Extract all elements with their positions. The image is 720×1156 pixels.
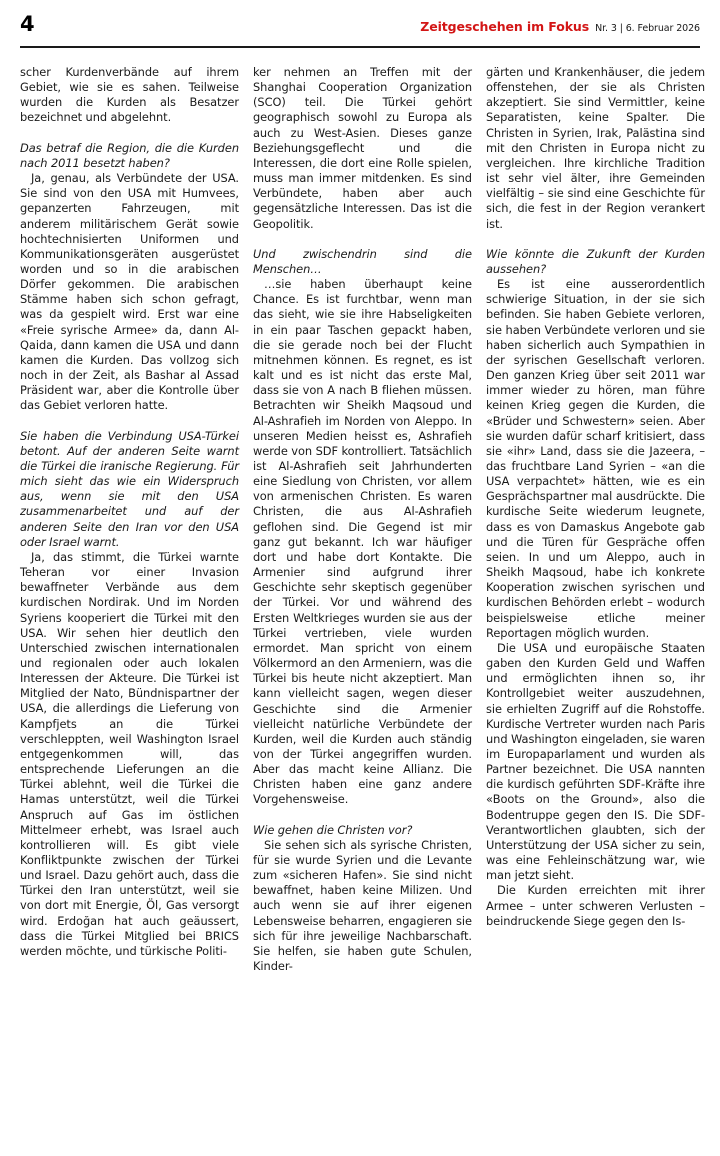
interview-question: Wie könnte die Zukunft der Kurden aussehen? [486, 246, 705, 276]
article-body [20, 65, 705, 1135]
paragraph-continued: ker nehmen an Treffen mit der Shanghai Cooperation Organization (SCO) teil. Die Türkei gehört geographisch sowohl zu Europa als auch zu West-Asien. Dieses ganze Beziehungsgeflecht und die Interessen, die dort eine Rolle spielen, muss man immer mitdenken. Es sind Verbündete, haben aber auch gegensätzliche Interessen. Das ist die Geopolitik. [253, 65, 472, 231]
interview-answer: Sie sehen sich als syrische Christen, für sie wurde Syrien und die Levante zum «sicheren Hafen». Sie sind nicht bewaffnet, haben keine Milizen. Und auch wenn sie auf ihrer eigenen Lebensweise beharren, engagieren sie sich für ihre jeweilige Nachbarschaft. Sie helfen, sie haben gute Schulen, Kinder- [253, 837, 472, 974]
column-left [20, 65, 239, 1135]
interview-question: Wie gehen die Christen vor? [253, 822, 413, 837]
column-right [486, 65, 705, 1135]
interview-answer: Die Kurden erreichten mit ihrer Armee – unter schweren Verlusten – beindruckende Siege gegen den Is- [486, 883, 705, 928]
paragraph-continued: gärten und Krankenhäuser, die jedem offenstehen, der sie als Christen akzeptiert. Sie sind Vermittler, keine Separatisten, keine Spalter. Die Christen in Syrien, Irak, Palästina sind mit den Christen in Europa nicht zu vergleichen. Ihre kirchliche Tradition ist sehr viel älter, ihre Gemeinden vielfältig – sie sind eine Geschichte für sich, die fest in der Region verankert ist. [486, 65, 705, 231]
running-head [20, 0, 700, 46]
interview-question: Und zwischendrin sind die Menschen… [253, 246, 472, 276]
column-middle [253, 65, 472, 1135]
interview-question: Das betraf die Region, die die Kurden nach 2011 besetzt haben? [20, 140, 239, 170]
interview-answer: …sie haben überhaupt keine Chance. Es ist furchtbar, wenn man das sieht, wie sie ihre Habseligkeiten in ein paar Taschen gepackt haben, die sie gerade noch bei der Flucht mitnehmen können. Es regnet, es ist kalt und es ist nicht das erste Mal, dass sie von A nach B fliehen müssen. Betrachten wir Sheikh Maqsoud und Al-Ashrafieh im Norden von Aleppo. In unseren Medien heisst es, Ashrafieh werde von SDF kontrolliert. Tatsächlich ist Al-Ashrafieh seit Jahrhunderten eine Siedlung von Christen, vor allem von armenischen Christen. Es waren Christen, die aus Al-Ashrafieh geflohen sind. Die Gegend ist mir ganz gut bekannt. Ich war häufiger dort und habe dort Kontakte. Die Armenier sind aufgrund ihrer Geschichte sehr skeptisch gegenüber der Türkei. Vor und während des Ersten Weltkrieges wurden sie aus der Türkei vertrieben, viele wurden ermordet. Man spricht von einem Völkermord an den Armeniern, was die Türkei bis heute nicht akzeptiert. Man kann vielleicht sagen, wegen dieser Geschichte sind die Armenier vielleicht natürliche Verbündete der Kurden, weil die Kurden auch ständig von der Türkei angegriffen wurden. Aber das macht keine Allianz. Die Christen haben eine ganz andere Vorgehensweise. [253, 277, 472, 807]
interview-answer: Ja, das stimmt, die Türkei warnte Teheran vor einer Invasion bewaffneter Verbände aus dem kurdischen Nordirak. Und im Norden Syriens kooperiert die Türkei mit den USA. Wir sehen hier deutlich den Unterschied zwischen internationalen und regionalen oder auch lokalen Interessen der Akteure. Die Türkei ist Mitglied der Nato, Bündnispartner der USA, die allerdings die Lieferung von Kampfjets an die Türkei verschleppten, weil Washington Israel entgegenkommen will, das entsprechende Lieferungen an die Türkei ablehnt, weil die Türkei die Hamas unterstützt, weil die Türkei Anspruch auf Gas im östlichen Mittelmeer erhebt, was Israel auch kontrollieren will. Es gibt viele Konfliktpunkte zwischen der Türkei und Israel. Dazu gehört auch, dass die Türkei den Iran unterstützt, weil sie von dort mit Energie, Öl, Gas versorgt wird. Erdoğan hat auch geäussert, dass die Türkei Mitglied bei BRICS werden möchte, und türkische Politi- [20, 549, 239, 958]
page-number: 4 [20, 12, 35, 36]
interview-answer: Ja, genau, als Verbündete der USA. Sie sind von den USA mit Humvees, gepanzerten Fahrzeugen, mit anderem militärischem Gerät sowie hochtechnisierten Uniformen und Kommunikationsgeräten ausgerüstet worden und so in die arabischen Dörfer gekommen. Die arabischen Stämme haben sich schon gefragt, was da gespielt wird. Erst war eine «Freie syrische Armee» da, dann Al-Qaida, dann kamen die USA und dann kamen die Kurden. Das vollzog sich noch in der Zeit, als Bashar al Assad Präsident war, aber die Kontrolle über das Gebiet verloren hatte. [20, 171, 239, 413]
issue-date: Nr. 3 | 6. Februar 2026 [595, 23, 700, 34]
interview-answer: Die USA und europäische Staaten gaben den Kurden Geld und Waffen und ermöglichten ihnen so, ihr Kontrollgebiet weiter auszudehnen, sie erhielten Zugriff auf die Rohstoffe. Kurdische Vertreter wurden nach Paris und Washington eingeladen, sie waren im Europaparlament und wurden als Partner bezeichnet. Die USA nannten die kurdisch geführten SDF-Kräfte ihre «Boots on the Ground», also die Bodentruppe gegen den IS. Die SDF-Verantwortlichen glaubten, sich der Unterstützung der USA sicher zu sein, was eine Fehleinschätzung war, wie man jetzt sieht. [486, 640, 705, 883]
publication-info [420, 19, 700, 34]
publication-title: Zeitgeschehen im Fokus [420, 19, 590, 34]
interview-question: Sie haben die Verbindung USA-Türkei betont. Auf der anderen Seite warnt die Türkei die iranische Regierung. Für mich sieht das wie ein Widerspruch aus, wenn sie mit den USA zusammenarbeitet und auf der anderen Seite den Iran vor den USA oder Israel warnt. [20, 428, 239, 549]
header-divider [20, 46, 700, 48]
paragraph-continued: scher Kurdenverbände auf ihrem Gebiet, wie sie es sahen. Teilweise wurden die Kurden als Besatzer bezeichnet und abgelehnt. [20, 65, 239, 125]
interview-answer: Es ist eine ausserordentlich schwierige Situation, in der sie sich befinden. Sie haben Gebiete verloren, sie haben Verbündete verloren und sie haben sicherlich auch Sympathien in der syrischen Gesellschaft verloren. Den ganzen Krieg über seit 2011 war immer wieder zu hören, man führe keinen Krieg gegen die Kurden, die «Brüder und Schwestern» seien. Aber sie wurden dafür scharf kritisiert, dass sie «ihr» Land, dass sie die Jazeera, – das fruchtbare Land Syrien – «an die USA verpachtet» hätten, wie es ein Gesprächspartner mal ausdrückte. Die kurdische Seite wiederum leugnete, dass es von Damaskus Angebote gab und die Türen für Gespräche offen seien. In und um Aleppo, auch in Sheikh Maqsoud, habe ich konkrete Kooperation zwischen syrischen und kurdischen Behörden erlebt – wodurch beispielsweise etliche meiner Reportagen möglich wurden. [486, 277, 705, 640]
